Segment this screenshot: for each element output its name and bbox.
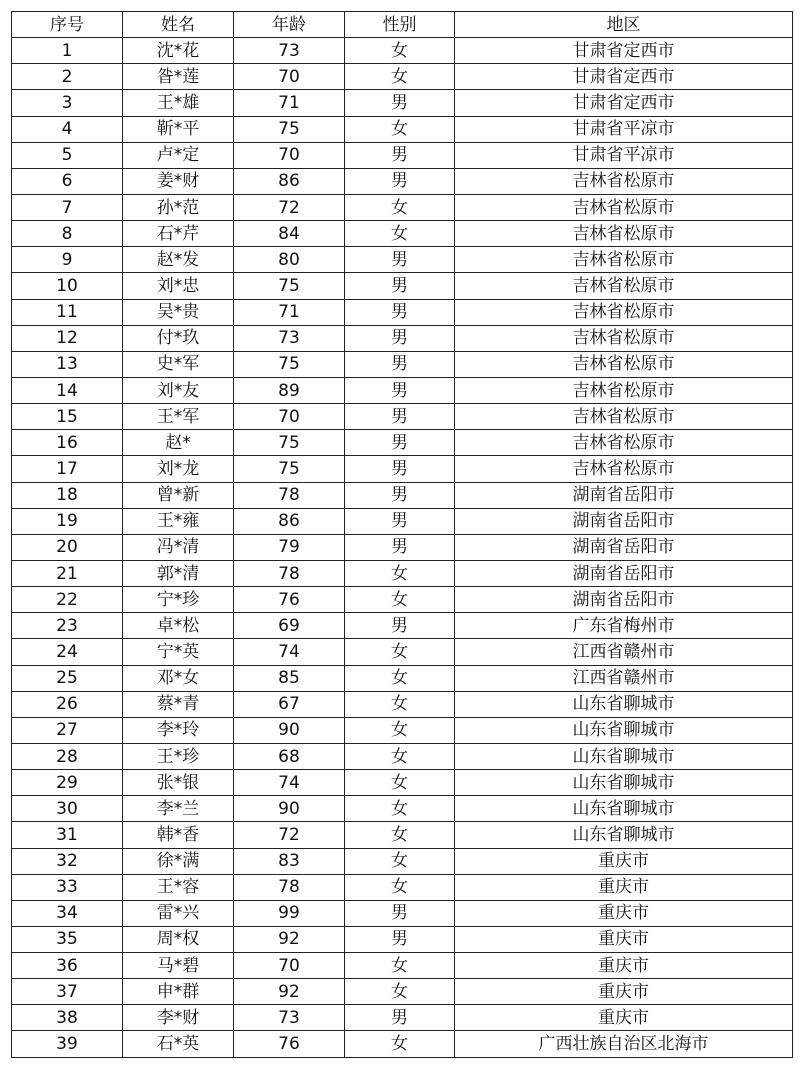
cell-gender[interactable]: 男 — [345, 247, 455, 273]
cell-gender[interactable]: 女 — [345, 874, 455, 900]
cell-region[interactable]: 吉林省松原市 — [455, 194, 793, 220]
table-row — [12, 691, 793, 717]
cell-region[interactable]: 重庆市 — [455, 1005, 793, 1031]
cell-age[interactable]: 73 — [234, 38, 345, 64]
cell-age[interactable]: 79 — [234, 534, 345, 560]
cell-name[interactable]: 刘*忠 — [123, 273, 234, 299]
cell-gender[interactable]: 男 — [345, 351, 455, 377]
table-row — [12, 926, 793, 952]
cell-age[interactable]: 89 — [234, 377, 345, 403]
cell-index[interactable]: 1 — [12, 38, 123, 64]
table-row — [12, 221, 793, 247]
cell-region[interactable]: 广东省梅州市 — [455, 613, 793, 639]
cell-gender[interactable]: 男 — [345, 142, 455, 168]
cell-gender[interactable]: 女 — [345, 665, 455, 691]
cell-gender[interactable]: 男 — [345, 900, 455, 926]
table-row — [12, 456, 793, 482]
cell-index[interactable]: 15 — [12, 404, 123, 430]
cell-age[interactable]: 71 — [234, 299, 345, 325]
cell-gender[interactable]: 男 — [345, 168, 455, 194]
table-row — [12, 613, 793, 639]
cell-age[interactable]: 70 — [234, 64, 345, 90]
cell-gender[interactable]: 女 — [345, 221, 455, 247]
cell-index[interactable]: 13 — [12, 351, 123, 377]
cell-region[interactable]: 重庆市 — [455, 900, 793, 926]
cell-gender[interactable]: 女 — [345, 64, 455, 90]
table-row — [12, 979, 793, 1005]
cell-age[interactable]: 67 — [234, 691, 345, 717]
header-name[interactable]: 姓名 — [123, 12, 234, 38]
header-age[interactable]: 年龄 — [234, 12, 345, 38]
cell-gender[interactable]: 男 — [345, 613, 455, 639]
cell-gender[interactable]: 女 — [345, 717, 455, 743]
cell-index[interactable]: 37 — [12, 979, 123, 1005]
cell-gender[interactable]: 女 — [345, 691, 455, 717]
cell-region[interactable]: 重庆市 — [455, 926, 793, 952]
cell-region[interactable]: 甘肃省定西市 — [455, 64, 793, 90]
cell-name[interactable]: 昝*莲 — [123, 64, 234, 90]
cell-name[interactable]: 吴*贵 — [123, 299, 234, 325]
table-row — [12, 665, 793, 691]
cell-name[interactable]: 张*银 — [123, 770, 234, 796]
cell-index[interactable]: 12 — [12, 325, 123, 351]
cell-gender[interactable]: 女 — [345, 38, 455, 64]
cell-gender[interactable]: 男 — [345, 90, 455, 116]
cell-index[interactable]: 4 — [12, 116, 123, 142]
cell-region[interactable]: 吉林省松原市 — [455, 221, 793, 247]
table-row — [12, 1031, 793, 1057]
cell-gender[interactable]: 男 — [345, 456, 455, 482]
cell-region[interactable]: 山东省聊城市 — [455, 822, 793, 848]
cell-index[interactable]: 29 — [12, 770, 123, 796]
cell-gender[interactable]: 女 — [345, 116, 455, 142]
cell-age[interactable]: 90 — [234, 796, 345, 822]
cell-region[interactable]: 山东省聊城市 — [455, 717, 793, 743]
cell-name[interactable]: 蔡*青 — [123, 691, 234, 717]
cell-name[interactable]: 王*军 — [123, 404, 234, 430]
cell-name[interactable]: 赵* — [123, 430, 234, 456]
table-row — [12, 38, 793, 64]
table-row — [12, 430, 793, 456]
table-row — [12, 377, 793, 403]
cell-region[interactable]: 山东省聊城市 — [455, 796, 793, 822]
cell-age[interactable]: 72 — [234, 194, 345, 220]
cell-region[interactable]: 吉林省松原市 — [455, 247, 793, 273]
cell-region[interactable]: 山东省聊城市 — [455, 743, 793, 769]
cell-region[interactable]: 重庆市 — [455, 874, 793, 900]
cell-index[interactable]: 30 — [12, 796, 123, 822]
cell-index[interactable]: 17 — [12, 456, 123, 482]
cell-name[interactable]: 郭*清 — [123, 560, 234, 586]
cell-region[interactable]: 广西壮族自治区北海市 — [455, 1031, 793, 1057]
cell-region[interactable]: 吉林省松原市 — [455, 456, 793, 482]
cell-region[interactable]: 甘肃省平凉市 — [455, 116, 793, 142]
cell-index[interactable]: 10 — [12, 273, 123, 299]
cell-name[interactable]: 孙*范 — [123, 194, 234, 220]
table-row — [12, 743, 793, 769]
cell-index[interactable]: 16 — [12, 430, 123, 456]
cell-gender[interactable]: 女 — [345, 848, 455, 874]
cell-age[interactable]: 70 — [234, 142, 345, 168]
cell-age[interactable]: 68 — [234, 743, 345, 769]
cell-index[interactable]: 3 — [12, 90, 123, 116]
cell-age[interactable]: 86 — [234, 508, 345, 534]
cell-index[interactable]: 20 — [12, 534, 123, 560]
cell-age[interactable]: 78 — [234, 560, 345, 586]
cell-index[interactable]: 11 — [12, 299, 123, 325]
cell-region[interactable]: 重庆市 — [455, 953, 793, 979]
cell-age[interactable]: 70 — [234, 404, 345, 430]
cell-index[interactable]: 9 — [12, 247, 123, 273]
table-row — [12, 90, 793, 116]
table-row — [12, 796, 793, 822]
table-row — [12, 900, 793, 926]
cell-gender[interactable]: 男 — [345, 325, 455, 351]
table-row — [12, 64, 793, 90]
table-row — [12, 482, 793, 508]
table-row — [12, 404, 793, 430]
cell-age[interactable]: 92 — [234, 979, 345, 1005]
cell-gender[interactable]: 男 — [345, 482, 455, 508]
cell-age[interactable]: 75 — [234, 456, 345, 482]
cell-name[interactable]: 赵*发 — [123, 247, 234, 273]
cell-name[interactable]: 周*权 — [123, 926, 234, 952]
cell-name[interactable]: 石*芹 — [123, 221, 234, 247]
cell-index[interactable]: 27 — [12, 717, 123, 743]
cell-index[interactable]: 35 — [12, 926, 123, 952]
cell-name[interactable]: 李*玲 — [123, 717, 234, 743]
cell-index[interactable]: 33 — [12, 874, 123, 900]
cell-index[interactable]: 26 — [12, 691, 123, 717]
cell-age[interactable]: 78 — [234, 874, 345, 900]
cell-region[interactable]: 山东省聊城市 — [455, 770, 793, 796]
cell-age[interactable]: 74 — [234, 770, 345, 796]
cell-index[interactable]: 6 — [12, 168, 123, 194]
roster-table — [11, 11, 793, 1058]
cell-age[interactable]: 90 — [234, 717, 345, 743]
cell-name[interactable]: 李*财 — [123, 1005, 234, 1031]
cell-name[interactable]: 王*珍 — [123, 743, 234, 769]
cell-gender[interactable]: 女 — [345, 639, 455, 665]
cell-name[interactable]: 石*英 — [123, 1031, 234, 1057]
cell-index[interactable]: 18 — [12, 482, 123, 508]
cell-region[interactable]: 重庆市 — [455, 848, 793, 874]
cell-gender[interactable]: 女 — [345, 1031, 455, 1057]
cell-gender[interactable]: 女 — [345, 822, 455, 848]
cell-age[interactable]: 75 — [234, 430, 345, 456]
cell-gender[interactable]: 男 — [345, 430, 455, 456]
cell-name[interactable]: 宁*英 — [123, 639, 234, 665]
cell-index[interactable]: 14 — [12, 377, 123, 403]
cell-age[interactable]: 84 — [234, 221, 345, 247]
header-region[interactable]: 地区 — [455, 12, 793, 38]
cell-name[interactable]: 刘*龙 — [123, 456, 234, 482]
cell-gender[interactable]: 男 — [345, 508, 455, 534]
header-row — [12, 12, 793, 38]
cell-region[interactable]: 江西省赣州市 — [455, 665, 793, 691]
cell-name[interactable]: 韩*香 — [123, 822, 234, 848]
table-row — [12, 351, 793, 377]
table-row — [12, 1005, 793, 1031]
cell-region[interactable]: 湖南省岳阳市 — [455, 482, 793, 508]
cell-region[interactable]: 湖南省岳阳市 — [455, 560, 793, 586]
cell-name[interactable]: 邓*女 — [123, 665, 234, 691]
cell-region[interactable]: 吉林省松原市 — [455, 273, 793, 299]
cell-age[interactable]: 92 — [234, 926, 345, 952]
table-row — [12, 953, 793, 979]
cell-name[interactable]: 付*玖 — [123, 325, 234, 351]
spreadsheet — [11, 11, 792, 1058]
cell-name[interactable]: 王*雄 — [123, 90, 234, 116]
cell-gender[interactable]: 男 — [345, 404, 455, 430]
cell-age[interactable]: 74 — [234, 639, 345, 665]
table-row — [12, 194, 793, 220]
cell-gender[interactable]: 女 — [345, 560, 455, 586]
cell-index[interactable]: 21 — [12, 560, 123, 586]
cell-gender[interactable]: 男 — [345, 299, 455, 325]
table-row — [12, 273, 793, 299]
cell-age[interactable]: 80 — [234, 247, 345, 273]
cell-gender[interactable]: 女 — [345, 194, 455, 220]
cell-gender[interactable]: 男 — [345, 377, 455, 403]
cell-region[interactable]: 湖南省岳阳市 — [455, 587, 793, 613]
table-row — [12, 508, 793, 534]
cell-region[interactable]: 重庆市 — [455, 979, 793, 1005]
table-row — [12, 168, 793, 194]
cell-name[interactable]: 申*群 — [123, 979, 234, 1005]
cell-age[interactable]: 78 — [234, 482, 345, 508]
cell-index[interactable]: 19 — [12, 508, 123, 534]
cell-index[interactable]: 22 — [12, 587, 123, 613]
cell-index[interactable]: 8 — [12, 221, 123, 247]
cell-name[interactable]: 王*雍 — [123, 508, 234, 534]
cell-index[interactable]: 36 — [12, 953, 123, 979]
cell-name[interactable]: 靳*平 — [123, 116, 234, 142]
cell-age[interactable]: 71 — [234, 90, 345, 116]
table-body — [12, 38, 793, 1057]
cell-name[interactable]: 冯*清 — [123, 534, 234, 560]
header-index[interactable]: 序号 — [12, 12, 123, 38]
cell-name[interactable]: 曾*新 — [123, 482, 234, 508]
cell-gender[interactable]: 女 — [345, 796, 455, 822]
table-row — [12, 142, 793, 168]
cell-region[interactable]: 山东省聊城市 — [455, 691, 793, 717]
cell-gender[interactable]: 女 — [345, 953, 455, 979]
cell-age[interactable]: 73 — [234, 325, 345, 351]
cell-name[interactable]: 李*兰 — [123, 796, 234, 822]
cell-index[interactable]: 23 — [12, 613, 123, 639]
cell-name[interactable]: 姜*财 — [123, 168, 234, 194]
table-row — [12, 299, 793, 325]
cell-gender[interactable]: 男 — [345, 1005, 455, 1031]
cell-age[interactable]: 86 — [234, 168, 345, 194]
cell-name[interactable]: 刘*友 — [123, 377, 234, 403]
cell-gender[interactable]: 女 — [345, 979, 455, 1005]
table-row — [12, 639, 793, 665]
table-row — [12, 770, 793, 796]
header-gender[interactable]: 性别 — [345, 12, 455, 38]
cell-region[interactable]: 甘肃省平凉市 — [455, 142, 793, 168]
cell-name[interactable]: 王*容 — [123, 874, 234, 900]
cell-age[interactable]: 70 — [234, 953, 345, 979]
cell-name[interactable]: 徐*满 — [123, 848, 234, 874]
cell-region[interactable]: 湖南省岳阳市 — [455, 508, 793, 534]
table-row — [12, 325, 793, 351]
cell-region[interactable]: 吉林省松原市 — [455, 168, 793, 194]
cell-index[interactable]: 28 — [12, 743, 123, 769]
table-row — [12, 534, 793, 560]
table-row — [12, 874, 793, 900]
table-row — [12, 717, 793, 743]
cell-gender[interactable]: 男 — [345, 534, 455, 560]
cell-name[interactable]: 卓*松 — [123, 613, 234, 639]
cell-age[interactable]: 76 — [234, 1031, 345, 1057]
table-row — [12, 116, 793, 142]
cell-index[interactable]: 24 — [12, 639, 123, 665]
table-row — [12, 848, 793, 874]
table-row — [12, 822, 793, 848]
cell-age[interactable]: 69 — [234, 613, 345, 639]
table-row — [12, 247, 793, 273]
cell-age[interactable]: 76 — [234, 587, 345, 613]
cell-region[interactable]: 甘肃省定西市 — [455, 38, 793, 64]
cell-gender[interactable]: 女 — [345, 587, 455, 613]
cell-index[interactable]: 5 — [12, 142, 123, 168]
cell-index[interactable]: 25 — [12, 665, 123, 691]
cell-region[interactable]: 吉林省松原市 — [455, 351, 793, 377]
cell-gender[interactable]: 男 — [345, 273, 455, 299]
cell-gender[interactable]: 女 — [345, 743, 455, 769]
cell-name[interactable]: 卢*定 — [123, 142, 234, 168]
cell-region[interactable]: 湖南省岳阳市 — [455, 534, 793, 560]
cell-name[interactable]: 沈*花 — [123, 38, 234, 64]
cell-age[interactable]: 72 — [234, 822, 345, 848]
cell-age[interactable]: 75 — [234, 273, 345, 299]
cell-index[interactable]: 31 — [12, 822, 123, 848]
cell-index[interactable]: 7 — [12, 194, 123, 220]
cell-region[interactable]: 江西省赣州市 — [455, 639, 793, 665]
cell-age[interactable]: 75 — [234, 116, 345, 142]
cell-age[interactable]: 75 — [234, 351, 345, 377]
cell-index[interactable]: 34 — [12, 900, 123, 926]
cell-age[interactable]: 99 — [234, 900, 345, 926]
cell-age[interactable]: 83 — [234, 848, 345, 874]
cell-region[interactable]: 吉林省松原市 — [455, 325, 793, 351]
cell-age[interactable]: 73 — [234, 1005, 345, 1031]
cell-index[interactable]: 2 — [12, 64, 123, 90]
cell-index[interactable]: 39 — [12, 1031, 123, 1057]
cell-region[interactable]: 吉林省松原市 — [455, 299, 793, 325]
cell-age[interactable]: 85 — [234, 665, 345, 691]
cell-gender[interactable]: 男 — [345, 926, 455, 952]
cell-name[interactable]: 史*军 — [123, 351, 234, 377]
cell-index[interactable]: 38 — [12, 1005, 123, 1031]
cell-region[interactable]: 吉林省松原市 — [455, 377, 793, 403]
table-row — [12, 587, 793, 613]
cell-name[interactable]: 雷*兴 — [123, 900, 234, 926]
cell-index[interactable]: 32 — [12, 848, 123, 874]
cell-name[interactable]: 宁*珍 — [123, 587, 234, 613]
table-row — [12, 560, 793, 586]
cell-region[interactable]: 吉林省松原市 — [455, 430, 793, 456]
cell-region[interactable]: 甘肃省定西市 — [455, 90, 793, 116]
cell-gender[interactable]: 女 — [345, 770, 455, 796]
cell-name[interactable]: 马*碧 — [123, 953, 234, 979]
cell-region[interactable]: 吉林省松原市 — [455, 404, 793, 430]
